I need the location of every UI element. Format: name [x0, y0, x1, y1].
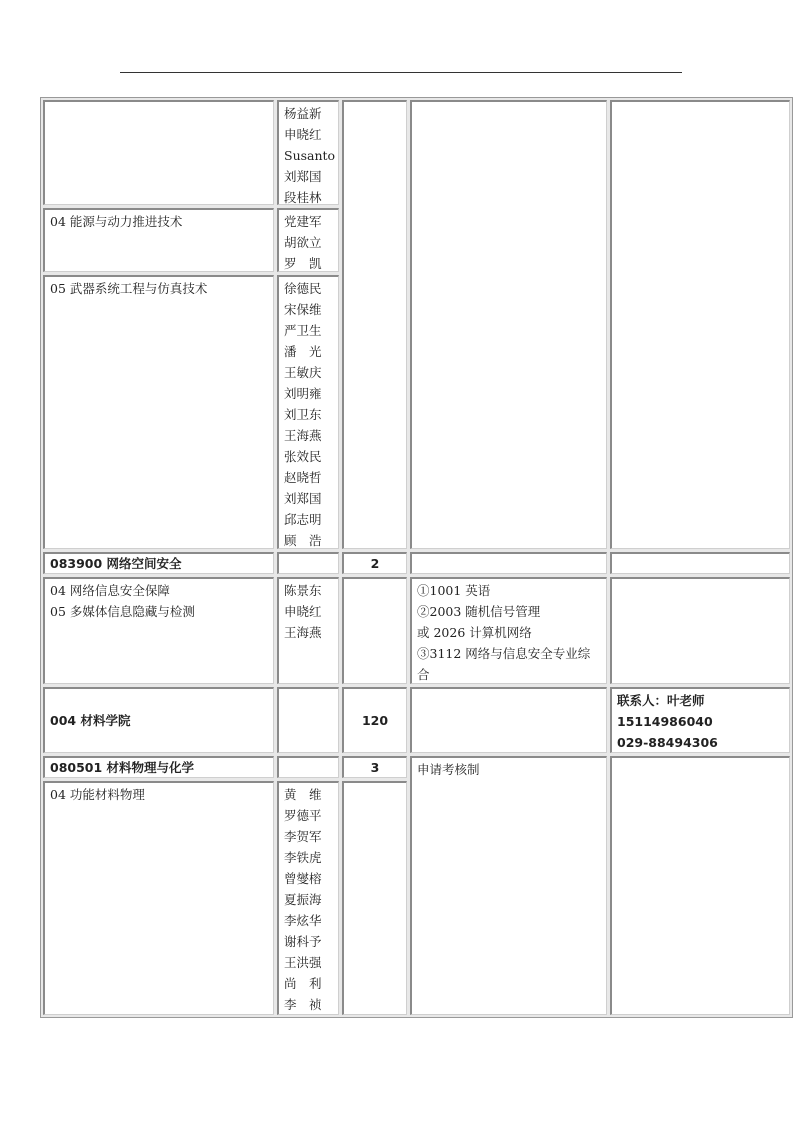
supervisor-name: 党建军 — [284, 214, 322, 229]
contact-line: 联系人：叶老师 — [617, 693, 705, 708]
supervisor-name: 黄 维 — [284, 787, 322, 802]
supervisor-list — [277, 100, 339, 205]
enrollment-count: 2 — [342, 552, 407, 574]
supervisor-name: 段桂林 — [284, 190, 322, 205]
supervisor-name: 严卫生 — [284, 323, 322, 338]
supervisor-name: 杨益新 — [284, 106, 322, 121]
supervisor-name: 李铁虎 — [284, 850, 322, 865]
exam-subject: ③3112 网络与信息安全专业综合 — [417, 646, 591, 682]
major-title: 080501 材料物理与化学 — [43, 756, 274, 778]
exam-cell-empty — [410, 687, 607, 753]
supervisor-list — [277, 781, 339, 1015]
direction-05: 05 武器系统工程与仿真技术 — [43, 275, 274, 549]
count-cell-empty — [342, 100, 407, 549]
supervisor-name: 顾 浩 — [284, 533, 322, 548]
supervisor-name: 罗 凯 — [284, 256, 322, 271]
remark-cell-empty — [610, 756, 790, 1015]
supervisor-name: 胡欲立 — [284, 235, 322, 250]
supervisor-cell-empty — [277, 687, 339, 753]
contact-line: 029-88494306 — [617, 735, 718, 750]
supervisor-name: 张效民 — [284, 449, 322, 464]
supervisor-name: 宋保维 — [284, 302, 322, 317]
supervisor-name: 邱志明 — [284, 512, 322, 527]
supervisor-list — [277, 275, 339, 549]
header-rule — [120, 72, 682, 73]
exam-subject: ①1001 英语 — [417, 583, 491, 598]
supervisor-name: 徐德民 — [284, 281, 322, 296]
direction-item: 04 网络信息安全保障 — [50, 583, 170, 598]
supervisor-name: 申晓红 — [284, 604, 322, 619]
enrollment-count: 3 — [342, 756, 407, 778]
exam-subjects — [410, 577, 607, 684]
count-cell-empty — [342, 781, 407, 1015]
supervisor-cell-empty — [277, 756, 339, 778]
supervisor-name: Susanto — [284, 148, 336, 163]
contact-info — [610, 687, 790, 753]
supervisor-name: 李 祯 — [284, 997, 322, 1012]
exam-cell-empty — [410, 552, 607, 574]
enrollment-table — [40, 97, 793, 1018]
college-title: 004 材料学院 — [43, 687, 274, 753]
supervisor-list — [277, 208, 339, 272]
supervisor-name: 潘 光 — [284, 344, 322, 359]
supervisor-cell-empty — [277, 552, 339, 574]
supervisor-name: 申晓红 — [284, 127, 322, 142]
exam-method: 申请考核制 — [410, 756, 607, 1015]
supervisor-name: 王洪强 — [284, 955, 322, 970]
direction-item: 05 多媒体信息隐藏与检测 — [50, 604, 195, 619]
supervisor-name: 刘郑国 — [284, 491, 322, 506]
supervisor-name: 刘郑国 — [284, 169, 322, 184]
supervisor-name: 赵晓哲 — [284, 470, 322, 485]
exam-cell-empty — [410, 100, 607, 549]
remark-cell-empty — [610, 552, 790, 574]
supervisor-name: 刘明雍 — [284, 386, 322, 401]
direction-cell-empty — [43, 100, 274, 205]
supervisor-name: 王海燕 — [284, 625, 322, 640]
college-count: 120 — [342, 687, 407, 753]
supervisor-name: 刘卫东 — [284, 407, 322, 422]
supervisor-name: 王敏庆 — [284, 365, 322, 380]
supervisor-name: 曾燮榕 — [284, 871, 322, 886]
supervisor-name: 尚 利 — [284, 976, 322, 991]
major-title: 083900 网络空间安全 — [43, 552, 274, 574]
supervisor-list — [277, 577, 339, 684]
contact-line: 15114986040 — [617, 714, 713, 729]
direction-list — [43, 577, 274, 684]
supervisor-name: 谢科予 — [284, 934, 322, 949]
supervisor-name: 罗德平 — [284, 808, 322, 823]
supervisor-name: 王海燕 — [284, 428, 322, 443]
exam-subject: 或 2026 计算机网络 — [417, 625, 532, 640]
supervisor-name: 李贺军 — [284, 829, 322, 844]
exam-subject: ②2003 随机信号管理 — [417, 604, 541, 619]
direction-04: 04 功能材料物理 — [43, 781, 274, 1015]
supervisor-name: 夏振海 — [284, 892, 322, 907]
remark-cell-empty — [610, 100, 790, 549]
direction-04: 04 能源与动力推进技术 — [43, 208, 274, 272]
remark-cell-empty — [610, 577, 790, 684]
count-cell-empty — [342, 577, 407, 684]
supervisor-name: 陈景东 — [284, 583, 322, 598]
supervisor-name: 李炫华 — [284, 913, 322, 928]
